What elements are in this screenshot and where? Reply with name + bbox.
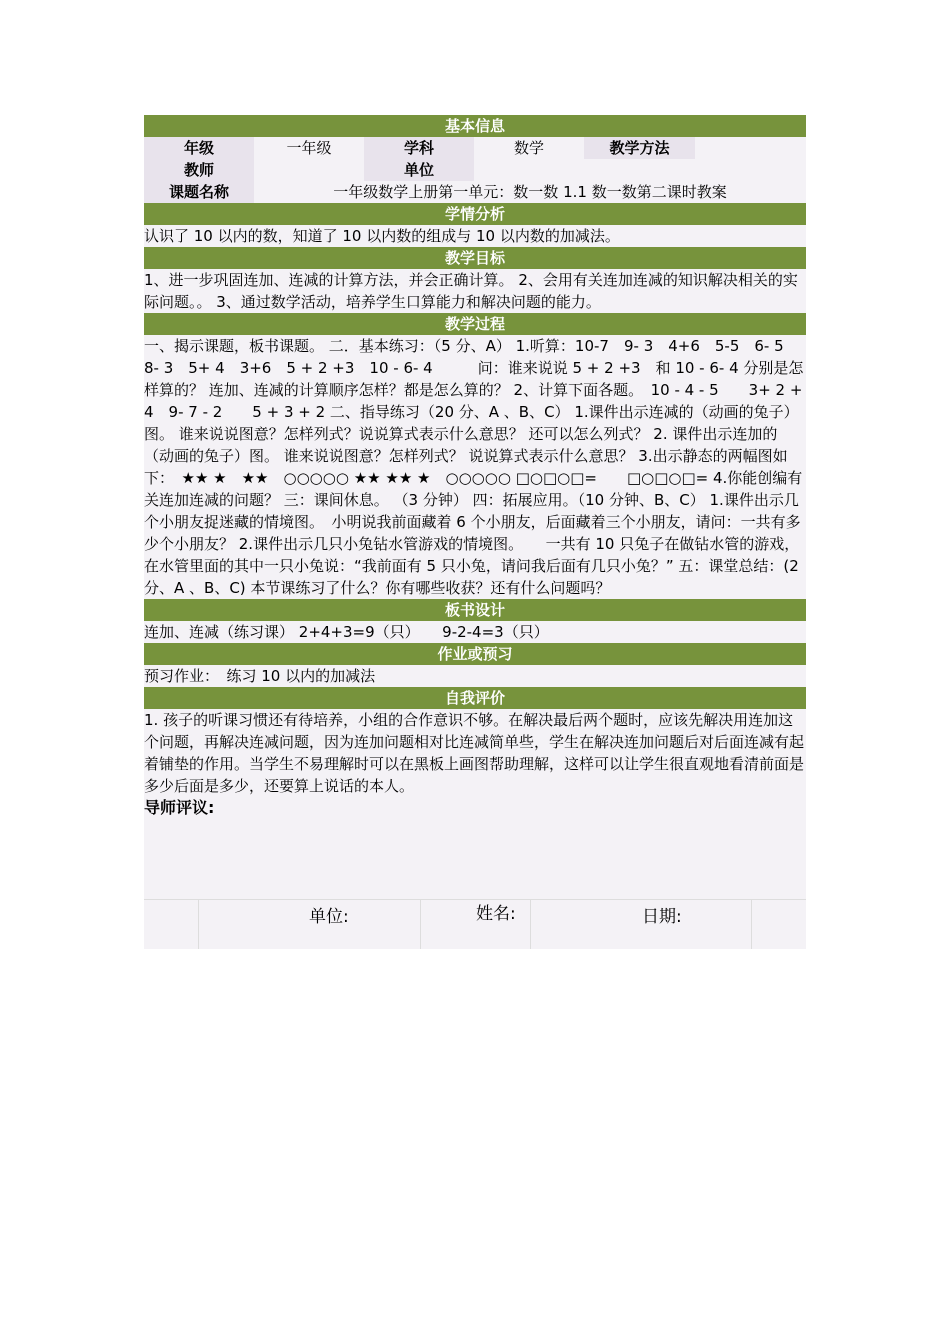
subject-label: 学科 [364,137,474,159]
grade-value: 一年级 [254,137,364,159]
unit-label: 单位 [364,159,474,181]
subject-value: 数学 [474,137,584,159]
method-value [695,137,806,159]
sign-spacer-2 [752,899,806,949]
signature-row [144,899,806,949]
sign-date-label: 日期: [531,899,752,949]
analysis-text: 认识了 10 以内的数，知道了 10 以内数的组成与 10 以内数的加减法。 [144,225,806,247]
process-text: 一、揭示课题，板书课题。 二．基本练习：（5 分、A） 1.听算：10-7 9- 3 4+6 5-5 6- 5 8- 3 5+ 4 3+6 5 + 2 +3 10 - 6- 4 问：谁来说说 5 + 2 +3 和 10 - 6- 4 分别是怎样算的？ 连加、连减的计算顺序怎样？都是怎么算的？ 2、计算下面各题。 10 - 4 - 5 3+ 2 +4 9- 7 - 2 5 + 3 + 2 二、指导练习（20 分、A 、B、C） 1.课件出示连减的（动画的兔子）图。 谁来说说图意？怎样列式？说说算式表示什么意思？ 还可以怎么列式？ 2. 课件出示连加的（动画的兔子）图。 谁来说说图意？怎样列式？ 说说算式表示什么意思？ 3.出示静态的两幅图如下： ★★ ★ ★★ ○○○○○ ★★ ★★ ★ ○○○○○ □○□○□= □○□○□= 4.你能创编有关连加连减的问题？ 三：课间休息。 （3 分钟） 四：拓展应用。（10 分钟、B、C） 1.课件出示几个小朋友捉迷藏的情境图。 小明说我前面藏着 6 个小朋友，后面藏着三个小朋友，请问：一共有多少个小朋友？ 2.课件出示几只小兔钻水管游戏的情境图。 一共有 10 只兔子在做钻水管的游戏，在水管里面的其中一只小兔说：“我前面有 5 只小兔，请问我后面有几只小兔？” 五：课堂总结：(2 分、A 、B、C) 本节课练习了什么？你有哪些收获？还有什么问题吗？ [144,335,806,599]
section-header-self-eval: 自我评价 [144,687,806,709]
teacher-value [254,159,364,181]
info-row-3 [144,181,806,203]
sign-spacer-1 [144,899,199,949]
section-header-basic: 基本信息 [144,115,806,137]
course-label: 课题名称 [144,181,254,203]
sign-name-label: 姓名: [421,899,531,949]
self-eval-text: 1. 孩子的听课习惯还有待培养，小组的合作意识不够。在解决最后两个题时，应该先解决用连加这个问题，再解决连减问题，因为连加问题相对比连减简单些，学生在解决连加问题后对后面连减有起着铺垫的作用。当学生不易理解时可以在黑板上画图帮助理解，这样可以让学生很直观地看清前面是多少后面是多少，还要算上说话的本人。 [144,711,805,795]
sign-unit-label: 单位: [199,899,421,949]
mentor-comment-area [144,797,806,899]
info-row-2 [144,159,806,181]
goals-text: 1、进一步巩固连加、连减的计算方法，并会正确计算。 2、会用有关连加连减的知识解决相关的实际问题。。 3、通过数学活动，培养学生口算能力和解决问题的能力。 [144,269,806,313]
lesson-plan-table [144,115,806,949]
board-text: 连加、连减（练习课） 2+4+3=9（只） 9-2-4=3（只） [144,621,806,643]
method-label: 教学方法 [584,137,695,159]
section-header-process: 教学过程 [144,313,806,335]
grade-label: 年级 [144,137,254,159]
section-header-goals: 教学目标 [144,247,806,269]
course-value: 一年级数学上册第一单元：数一数 1.1 数一数第二课时教案 [254,181,806,203]
homework-text: 预习作业： 练习 10 以内的加减法 [144,665,806,687]
teacher-label: 教师 [144,159,254,181]
section-header-homework: 作业或预习 [144,643,806,665]
mentor-comment-label: 导师评议: [144,798,215,817]
unit-value [474,159,806,181]
section-header-board: 板书设计 [144,599,806,621]
section-header-analysis: 学情分析 [144,203,806,225]
info-row-1 [144,137,806,159]
